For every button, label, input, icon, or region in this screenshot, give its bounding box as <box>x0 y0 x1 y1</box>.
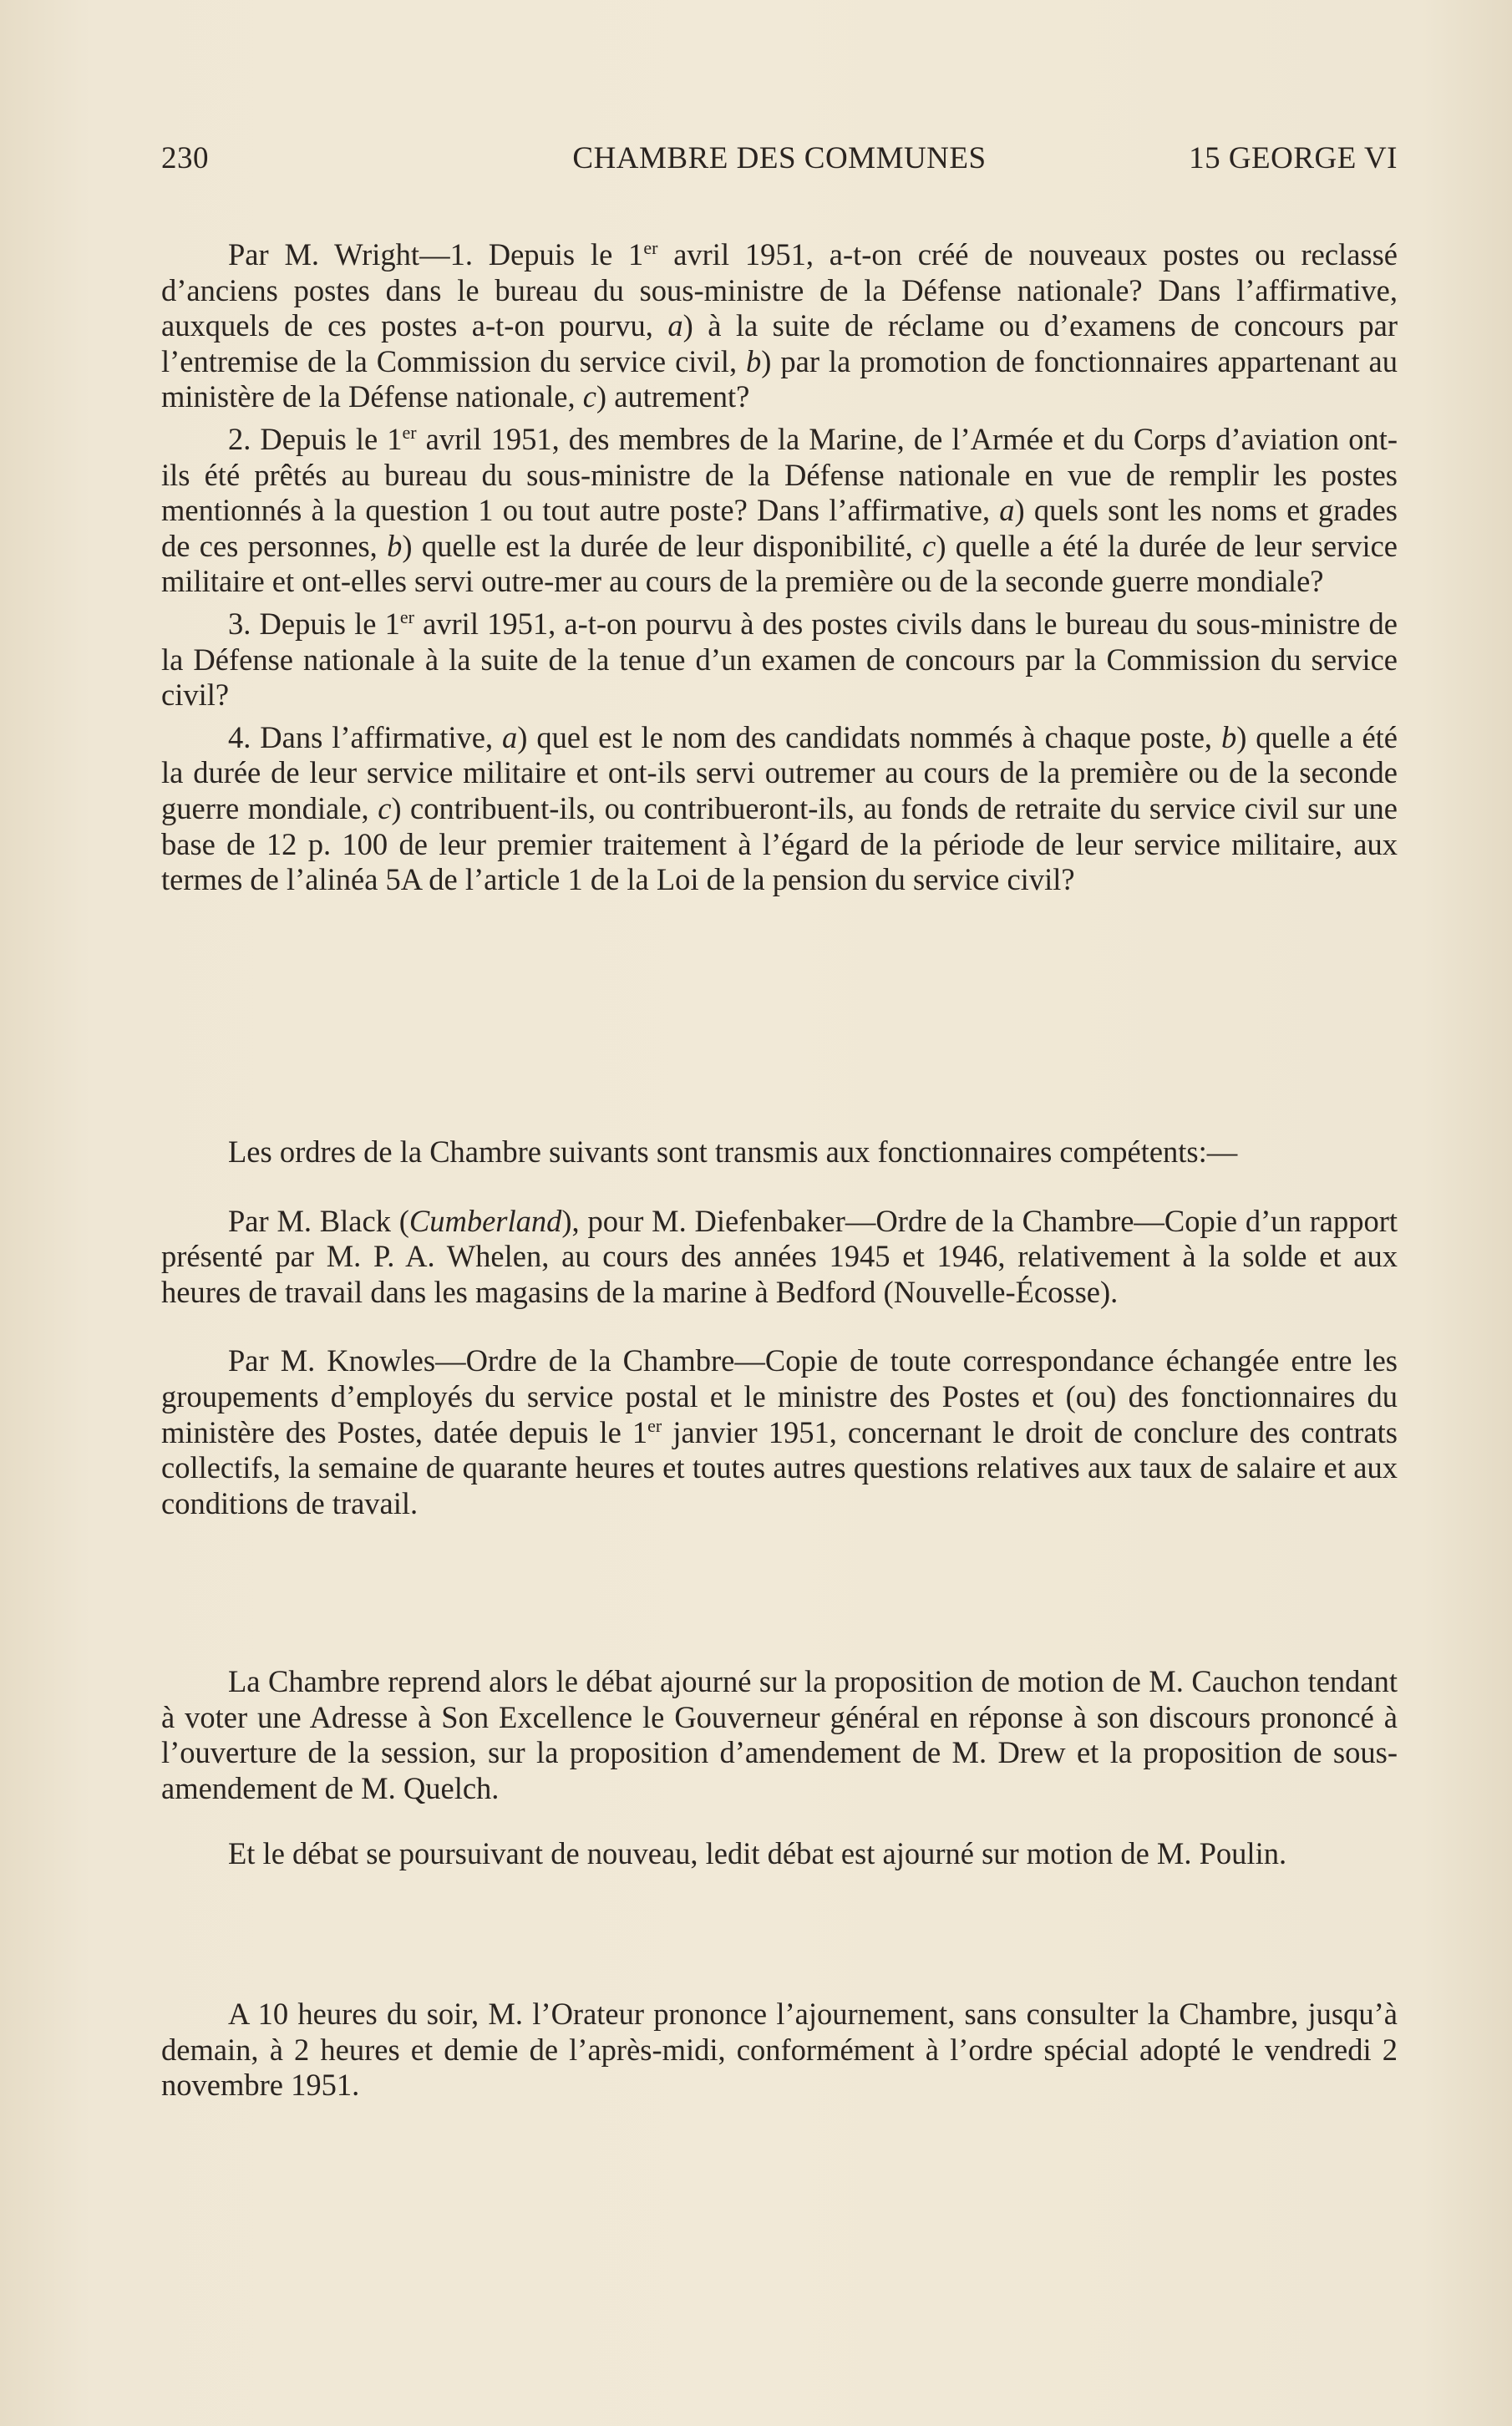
debate-resumed: La Chambre reprend alors le débat ajourné sur la proposition de motion de M. Cauchon tendant à voter une Adresse à Son Excellence le Gouverneur général en réponse à son discours prononcé à l’ouverture de la session, sur la proposition d’amendement de M. Drew et la proposition de sous-amendement de M. Quelch. <box>161 1664 1398 1805</box>
adjournment-text: A 10 heures du soir, M. l’Orateur prononce l’ajournement, sans consulter la Chambre, jusqu’à demain, à 2 heures et demie de l’après-midi, conformément à l’ordre spécial adopté le vendredi 2 novembre 1951. <box>161 1997 1398 2103</box>
debate-section <box>161 1664 1398 1872</box>
page-number: 230 <box>161 141 209 175</box>
question-1: Par M. Wright—1. Depuis le 1er avril 1951, a-t-on créé de nouveaux postes ou reclassé d’anciens postes dans le bureau du sous-ministre de la Défense nationale? Dans l’affirmative, auxquels de ces postes a-t-on pourvu, a) à la suite de réclame ou d’examens de concours par l’entremise de la Commission du service civil, b) par la promotion de fonctionnaires appartenant au ministère de la Défense nationale, c) autrement? <box>161 236 1398 414</box>
orders-section <box>161 1134 1398 1521</box>
running-header <box>161 140 1398 187</box>
question-4: 4. Dans l’affirmative, a) quel est le nom des candidats nommés à chaque poste, b) quelle a été la durée de leur service militaire et ont-ils servi outremer au cours de la première ou de la seconde guerre mondiale, c) contribuent-ils, ou contribueront-ils, au fonds de retraite du service civil sur une base de 12 p. 100 de leur premier traitement à l’égard de la période de leur service militaire, aux termes de l’alinéa 5A de l’article 1 de la Loi de la pension du service civil? <box>161 719 1398 897</box>
adjournment-section <box>161 1997 1398 2104</box>
question-2: 2. Depuis le 1er avril 1951, des membres de la Marine, de l’Armée et du Corps d’aviation ont-ils été prêtés au bureau du sous-ministre de la Défense nationale en vue de remplir les postes mentionnés à la question 1 ou tout autre poste? Dans l’affirmative, a) quels sont les noms et grades de ces personnes, b) quelle est la durée de leur disponibilité, c) quelle a été la durée de leur service militaire et ont-elles servi outre-mer au cours de la première ou de la seconde guerre mondiale? <box>161 421 1398 599</box>
questions-section <box>161 237 1398 898</box>
orders-intro: Les ordres de la Chambre suivants sont transmis aux fonctionnaires compétents:— <box>228 1134 1238 1169</box>
session-label: 15 GEORGE VI <box>1189 141 1398 175</box>
order-black: Par M. Black (Cumberland), pour M. Diefenbaker—Ordre de la Chambre—Copie d’un rapport présenté par M. P. A. Whelen, au cours des années 1945 et 1946, relativement à la solde et aux heures de travail dans les magasins de la marine à Bedford (Nouvelle-Écosse). <box>161 1203 1398 1309</box>
question-3: 3. Depuis le 1er avril 1951, a-t-on pourvu à des postes civils dans le bureau du sous-ministre de la Défense nationale à la suite de la tenue d’un examen de concours par la Commission du service civil? <box>161 606 1398 713</box>
debate-adjourned: Et le débat se poursuivant de nouveau, ledit débat est ajourné sur motion de M. Poulin. <box>228 1836 1287 1871</box>
order-knowles: Par M. Knowles—Ordre de la Chambre—Copie de toute correspondance échangée entre les groupements d’employés du service postal et le ministre des Postes et (ou) des fonctionnaires du ministère des Postes, datée depuis le 1er janvier 1951, concernant le droit de conclure des contrats collectifs, la semaine de quarante heures et toutes autres questions relatives aux taux de salaire et aux conditions de travail. <box>161 1343 1398 1520</box>
publication-title: CHAMBRE DES COMMUNES <box>572 141 987 175</box>
